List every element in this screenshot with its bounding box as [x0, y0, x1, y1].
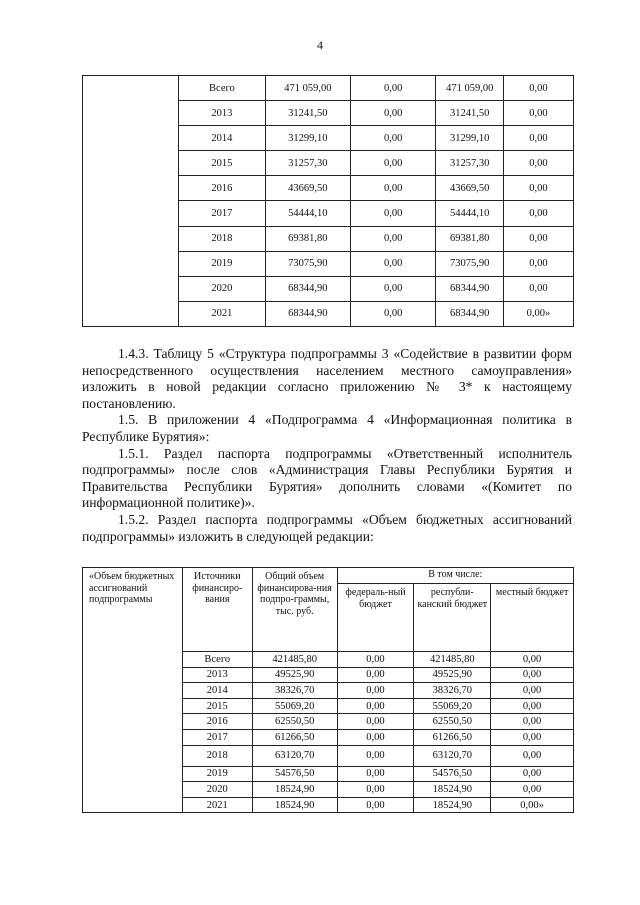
header-local: местный бюджет [491, 584, 574, 652]
table-cell: 421485,80 [414, 652, 491, 668]
table-cell: 49525,90 [414, 667, 491, 683]
table-cell: 18524,90 [252, 782, 337, 798]
table-cell: 54444,10 [265, 201, 350, 226]
table-cell: 471 059,00 [436, 76, 503, 101]
table-cell: 43669,50 [436, 176, 503, 201]
header-federal: федераль-ный бюджет [337, 584, 414, 652]
paragraph-1-5: 1.5. В приложении 4 «Подпрограмма 4 «Информационная политика в Республике Бурятия»: [82, 412, 572, 444]
header-republic: республи-канский бюджет [414, 584, 491, 652]
table-cell: 2018 [179, 226, 266, 251]
table-cell: 0,00 [491, 652, 574, 668]
table-cell: 31257,30 [436, 151, 503, 176]
table-cell: 63120,70 [414, 745, 491, 766]
table-cell: 0,00 [491, 766, 574, 782]
table-cell: 55069,20 [252, 698, 337, 714]
table-cell: 0,00 [350, 251, 436, 276]
table-cell: 0,00 [337, 683, 414, 699]
table-cell: 0,00 [491, 745, 574, 766]
table-cell: 73075,90 [436, 251, 503, 276]
table-cell: 0,00» [491, 797, 574, 813]
paragraph-1-5-1: 1.5.1. Раздел паспорта подпрограммы «Ответственный исполнитель подпрограммы» после слов «Администрация Главы Республики Бурятия и Правительства Республики Бурятия» дополнить словами «(Комитет по информационной политике)». [82, 445, 572, 511]
section-label: «Объем бюджетных ассигнований подпрограммы [83, 568, 183, 813]
table-cell: 2019 [179, 251, 266, 276]
table-cell: 69381,80 [436, 226, 503, 251]
table-cell: 31241,50 [436, 101, 503, 126]
table-cell: 0,00 [503, 151, 573, 176]
table-cell: 0,00 [491, 683, 574, 699]
table-cell: 2017 [179, 201, 266, 226]
table-cell: 0,00 [491, 714, 574, 730]
table-cell: 0,00 [503, 176, 573, 201]
table-cell: 0,00 [337, 667, 414, 683]
funding-table-continuation [82, 75, 574, 327]
table-cell: 0,00 [350, 276, 436, 301]
table-cell: 49525,90 [252, 667, 337, 683]
table-cell: 2020 [182, 782, 252, 798]
table-cell: 38326,70 [414, 683, 491, 699]
table-cell: 62550,50 [414, 714, 491, 730]
table-cell: 73075,90 [265, 251, 350, 276]
table-cell: 31299,10 [436, 126, 503, 151]
table-cell: 0,00 [337, 766, 414, 782]
table-cell: 0,00 [491, 698, 574, 714]
table-cell: 0,00 [503, 226, 573, 251]
table-cell: 2013 [182, 667, 252, 683]
table-cell: 0,00 [337, 652, 414, 668]
table-cell: Всего [179, 76, 266, 101]
header-sources: Источники финансиро-вания [182, 568, 252, 652]
table-cell: 0,00 [503, 126, 573, 151]
table-cell: 0,00 [491, 667, 574, 683]
table-cell: 68344,90 [436, 301, 503, 326]
table-cell: 2014 [179, 126, 266, 151]
table-cell: 0,00 [337, 782, 414, 798]
table-cell: 0,00 [337, 745, 414, 766]
table-cell: 54444,10 [436, 201, 503, 226]
table-cell: 0,00 [350, 176, 436, 201]
table-cell: 0,00 [503, 251, 573, 276]
table-cell: 421485,80 [252, 652, 337, 668]
label-cell [83, 76, 179, 327]
table-cell: 54576,50 [414, 766, 491, 782]
table-cell: 38326,70 [252, 683, 337, 699]
table-cell: 18524,90 [414, 782, 491, 798]
table-cell: 0,00 [350, 201, 436, 226]
table-cell: 2020 [179, 276, 266, 301]
table-row [83, 76, 574, 101]
table-cell: 0,00 [350, 126, 436, 151]
table-cell: 68344,90 [265, 301, 350, 326]
table-cell: 471 059,00 [265, 76, 350, 101]
paragraph-1-5-2: 1.5.2. Раздел паспорта подпрограммы «Объем бюджетных ассигнований подпрограммы» изложить в следующей редакции: [82, 511, 572, 544]
table-cell: 2021 [182, 797, 252, 813]
table-cell: 0,00 [337, 698, 414, 714]
page-number: 4 [317, 38, 323, 52]
table-cell: 69381,80 [265, 226, 350, 251]
table-cell: 18524,90 [252, 797, 337, 813]
table-cell: 0,00 [350, 226, 436, 251]
table-cell: 61266,50 [252, 729, 337, 745]
table-cell: 0,00 [350, 151, 436, 176]
paragraph-1-4-3: 1.4.3. Таблицу 5 «Структура подпрограммы 3 «Содействие в развитии форм непосредственного осуществления населением местного самоуправления» изложить в новой редакции согласно приложению № 3* к настоящему постановлению. [82, 346, 572, 411]
table-cell: 2015 [179, 151, 266, 176]
table-cell: 68344,90 [436, 276, 503, 301]
table-cell: 2018 [182, 745, 252, 766]
table-cell: 2016 [182, 714, 252, 730]
table-cell: 31299,10 [265, 126, 350, 151]
table-cell: Всего [182, 652, 252, 668]
table-cell: 0,00» [503, 301, 573, 326]
budget-allocation-table [82, 567, 574, 813]
table-cell: 2013 [179, 101, 266, 126]
table-cell: 0,00 [337, 797, 414, 813]
table-cell: 0,00 [491, 729, 574, 745]
body-text [82, 346, 572, 545]
table-cell: 0,00 [503, 276, 573, 301]
table-cell: 0,00 [350, 101, 436, 126]
table-cell: 0,00 [350, 76, 436, 101]
table-cell: 18524,90 [414, 797, 491, 813]
header-total: Общий объем финансирова-ния подпро-граммы, тыс. руб. [252, 568, 337, 652]
table-cell: 2016 [179, 176, 266, 201]
table-cell: 0,00 [491, 782, 574, 798]
table-cell: 0,00 [503, 76, 573, 101]
table-cell: 43669,50 [265, 176, 350, 201]
table-cell: 54576,50 [252, 766, 337, 782]
table-cell: 0,00 [503, 101, 573, 126]
table-cell: 68344,90 [265, 276, 350, 301]
table-cell: 2017 [182, 729, 252, 745]
table-cell: 0,00 [337, 729, 414, 745]
table-cell: 31241,50 [265, 101, 350, 126]
table-cell: 61266,50 [414, 729, 491, 745]
table-cell: 0,00 [503, 201, 573, 226]
table-cell: 63120,70 [252, 745, 337, 766]
table-cell: 2021 [179, 301, 266, 326]
table-cell: 2015 [182, 698, 252, 714]
table-cell: 55069,20 [414, 698, 491, 714]
table-cell: 31257,30 [265, 151, 350, 176]
table-cell: 2014 [182, 683, 252, 699]
table-cell: 2019 [182, 766, 252, 782]
header-including: В том числе: [337, 568, 573, 584]
table-cell: 0,00 [350, 301, 436, 326]
table-cell: 0,00 [337, 714, 414, 730]
table-cell: 62550,50 [252, 714, 337, 730]
